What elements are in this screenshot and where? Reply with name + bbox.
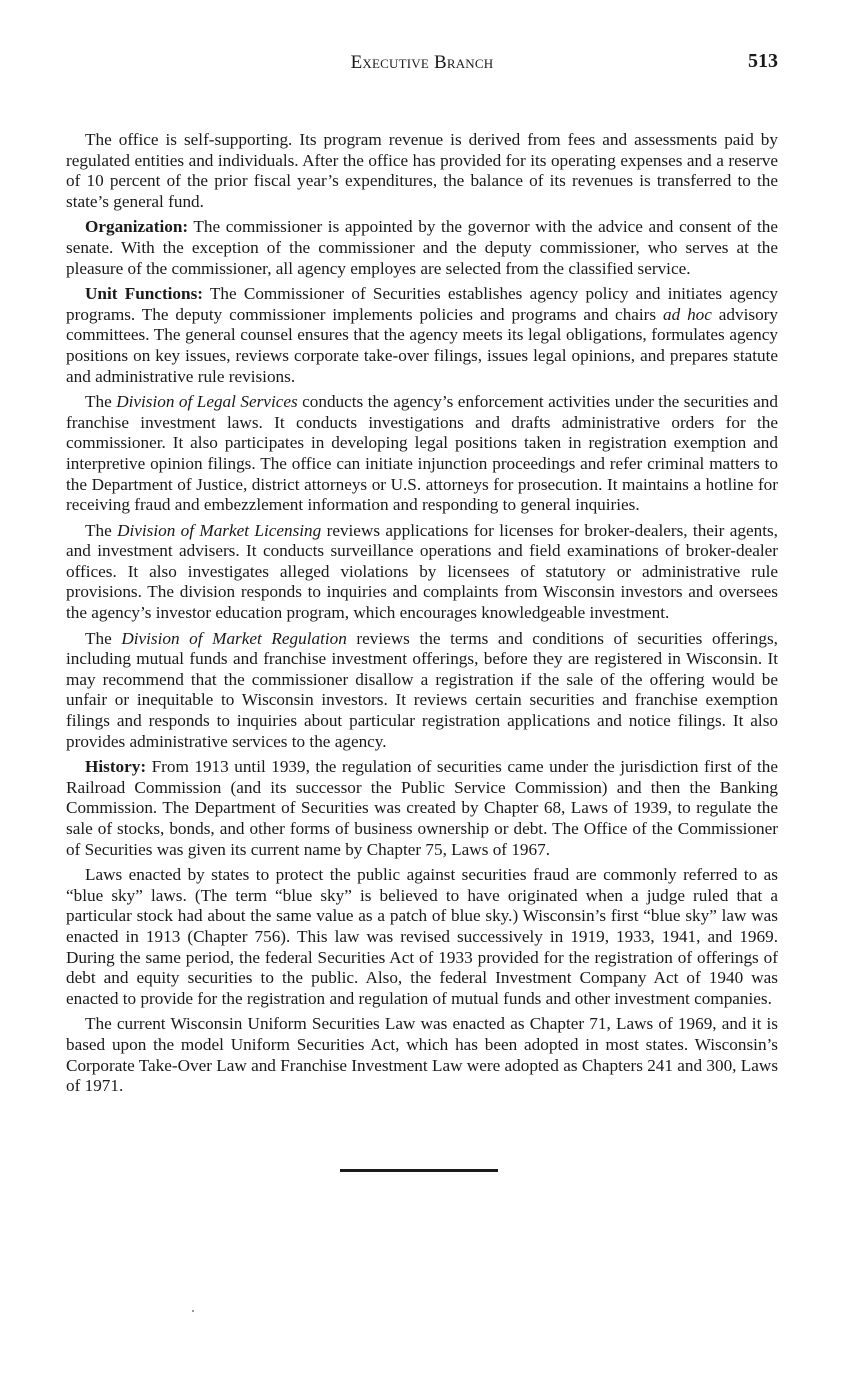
paragraph-text: The: [85, 392, 117, 412]
paragraph-blue-sky: [66, 865, 778, 1009]
paragraph-text: advisory committees. The general counsel ensures that the agency meets its legal obligations, formulates agency positions on key issues, reviews corporate take-over filings, issues legal opinions, and prepares statute and administrative rule revisions.: [66, 304, 778, 386]
division-name: Division of Market Licensing: [117, 520, 322, 540]
paragraph-text: The: [85, 628, 122, 648]
run-in-heading: History:: [85, 757, 147, 777]
paragraph-text: The office is self-supporting. Its program revenue is derived from fees and assessments paid by regulated entities and individuals. After the office has provided for its operating expenses and a reserve of 10 percent of the prior fiscal year’s expenditures, the balance of its revenues is transferred to the state’s general fund.: [66, 130, 778, 211]
paragraph-text: The commissioner is appointed by the governor with the advice and consent of the senate. With the exception of the commissioner and the deputy commissioner, who serves at the pleasure of the commissioner, all agency employes are selected from the classified service.: [66, 217, 778, 278]
paragraph-current-law: [66, 1014, 778, 1096]
paragraph-organization: [66, 217, 778, 279]
paragraph-text: The Commissioner of Securities establishes agency policy and initiates agency programs. The deputy commissioner implements policies and programs and chairs: [66, 284, 779, 324]
paragraph-market-regulation: [66, 629, 778, 753]
run-in-heading: Organization:: [85, 217, 189, 237]
section-end-rule: [340, 1169, 498, 1172]
paragraph-funding: [66, 130, 778, 212]
paragraph-text: conducts the agency’s enforcement activities under the securities and franchise investment laws. It conducts investigations and drafts administrative orders for the commissioner. It also participates in developing legal positions taken in registration exemption and interpretive opinion filings. The office can initiate injunction proceedings and refer criminal matters to the Department of Justice, district attorneys or U.S. attorneys for prosecution. It maintains a hotline for receiving fraud and embezzlement information and responding to general inquiries.: [66, 392, 778, 515]
paragraph-legal-services: [66, 392, 778, 516]
paragraph-history: [66, 757, 778, 860]
paragraph-text: reviews applications for licenses for broker-dealers, their agents, and investment advisers. It conducts surveillance operations and field examinations of broker-dealer offices. It also investigates alleged violations by licensees of statutory or administrative rule provisions. The division responds to inquiries and complaints from Wisconsin investors and oversees the agency’s investor education program, which encourages knowledgeable investment.: [66, 520, 778, 623]
scan-speck: [192, 1310, 194, 1312]
paragraph-market-licensing: [66, 521, 778, 624]
running-title: Executive Branch: [350, 52, 494, 73]
running-header: [66, 52, 778, 76]
paragraph-text: The: [85, 520, 118, 540]
run-in-heading: Unit Functions:: [85, 284, 204, 304]
paragraph-unit-functions: [66, 284, 778, 387]
paragraph-text: reviews the terms and conditions of securities offerings, including mutual funds and franchise investment offerings, before they are registered in Wisconsin. It may recommend that the commissioner disallow a registration if the sale of the offering would be unfair or inequitable to Wisconsin investors. It reviews certain securities and franchise exemption filings and responds to inquiries about particular registration applications and notice filings. It also provides administrative services to the agency.: [66, 628, 778, 751]
body-text: [66, 130, 778, 1102]
paragraph-text: From 1913 until 1939, the regulation of securities came under the jurisdiction first of the Railroad Commission (and its successor the Public Service Commission) and then the Banking Commission. The Department of Securities was created by Chapter 68, Laws of 1939, to regulate the sale of stocks, bonds, and other forms of business ownership or debt. The Office of the Commissioner of Securities was given its current name by Chapter 75, Laws of 1967.: [66, 757, 778, 859]
paragraph-text: The current Wisconsin Uniform Securities Law was enacted as Chapter 71, Laws of 1969, and it is based upon the model Uniform Securities Act, which has been adopted in most states. Wisconsin’s Corporate Take-Over Law and Franchise Investment Law were adopted as Chapters 241 and 300, Laws of 1971.: [66, 1014, 779, 1096]
division-name: Division of Market Regulation: [121, 628, 347, 648]
page-number: 513: [748, 50, 778, 72]
division-name: Division of Legal Services: [116, 392, 298, 412]
italic-term: ad hoc: [663, 304, 712, 324]
paragraph-text: Laws enacted by states to protect the public against securities fraud are commonly referred to as “blue sky” laws. (The term “blue sky” is believed to have originated when a judge ruled that a particular stock had about the same value as a patch of blue sky.) Wisconsin’s first “blue sky” law was enacted in 1913 (Chapter 756). This law was revised successively in 1919, 1933, 1941, and 1969. During the same period, the federal Securities Act of 1933 provided for the registration of offerings of debt and equity securities to the public. Also, the federal Investment Company Act of 1940 was enacted to provide for the registration and regulation of mutual funds and other investment companies.: [66, 865, 778, 1008]
